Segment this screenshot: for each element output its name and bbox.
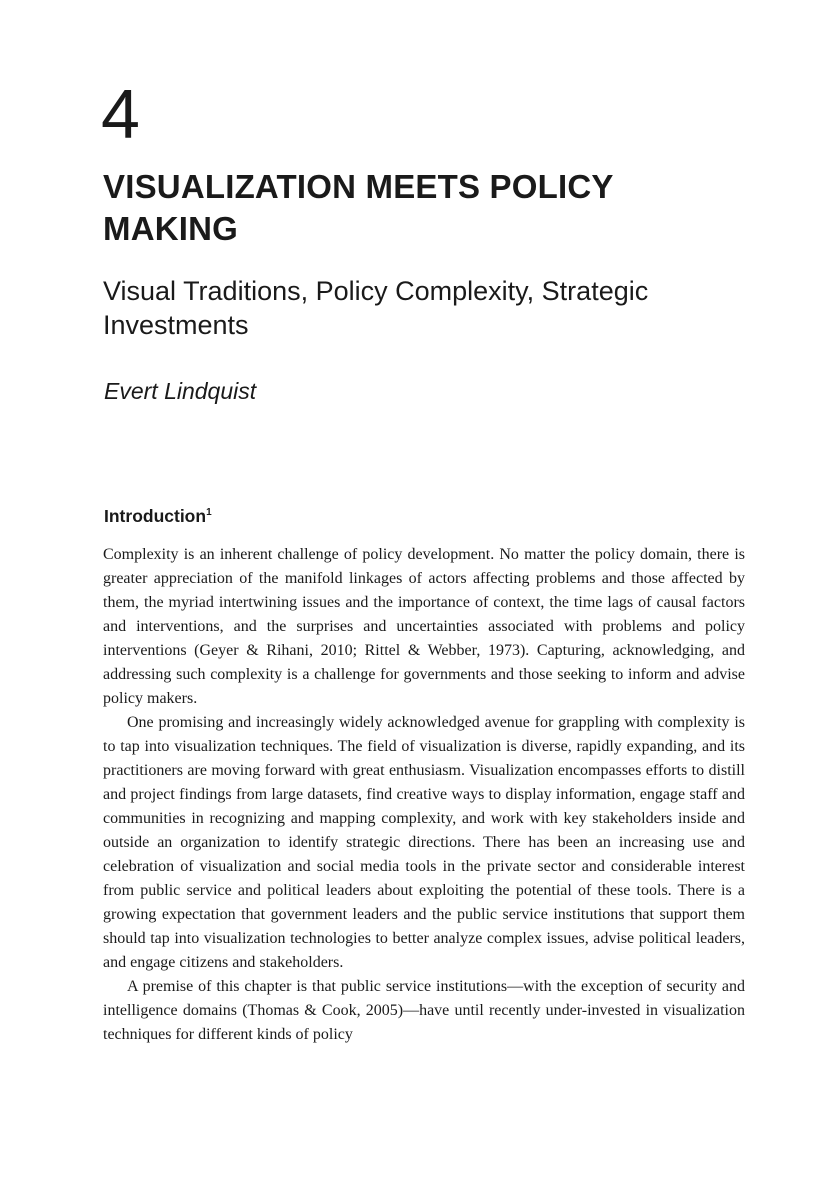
section-heading-text: Introduction: [104, 506, 207, 526]
paragraph: One promising and increasingly widely acknowledged avenue for grappling with complexity is to tap into visualization techniques. The field of visualization is diverse, rapidly expanding, and its practitioners are moving forward with great enthusiasm. Visualization encompasses efforts to distill and project findings from large datasets, find creative ways to display information, engage staff and communities in recognizing and mapping complexity, and work with key stakeholders inside and outside an organization to identify strategic directions. There has been an increasing use and celebration of visualization and social media tools in the private sector and considerable interest from public service and political leaders about exploiting the potential of these tools. There is a growing expectation that government leaders and the public service institutions that support them should tap into visualization technologies to better analyze complex issues, advise political leaders, and engage citizens and stakeholders.: [103, 714, 745, 971]
chapter-title: VISUALIZATION MEETS POLICY MAKING: [103, 168, 614, 247]
paragraph: Complexity is an inherent challenge of policy development. No matter the policy domain, there is greater appreciation of the manifold linkages of actors affecting problems and those affected by them, the myriad intertwining issues and the importance of context, the time lags of causal factors and interventions, and the surprises and uncertainties associated with problems and policy interventions (Geyer & Rihani, 2010; Rittel & Webber, 1973). Capturing, acknowledging, and addressing such complexity is a challenge for governments and those seeking to inform and advise policy makers.: [103, 546, 745, 707]
section-heading: [104, 504, 212, 528]
footnote-marker: 1: [206, 507, 212, 519]
chapter-subtitle: Visual Traditions, Policy Complexity, Strategic Investments: [103, 276, 649, 340]
paragraph: A premise of this chapter is that public service institutions—with the exception of security and intelligence domains (Thomas & Cook, 2005)—have until recently under-invested in visualization techniques for different kinds of policy: [103, 978, 745, 1043]
author-name: Evert Lindquist: [104, 378, 257, 404]
chapter-number: 4: [101, 75, 140, 153]
body-text: [103, 543, 745, 1047]
